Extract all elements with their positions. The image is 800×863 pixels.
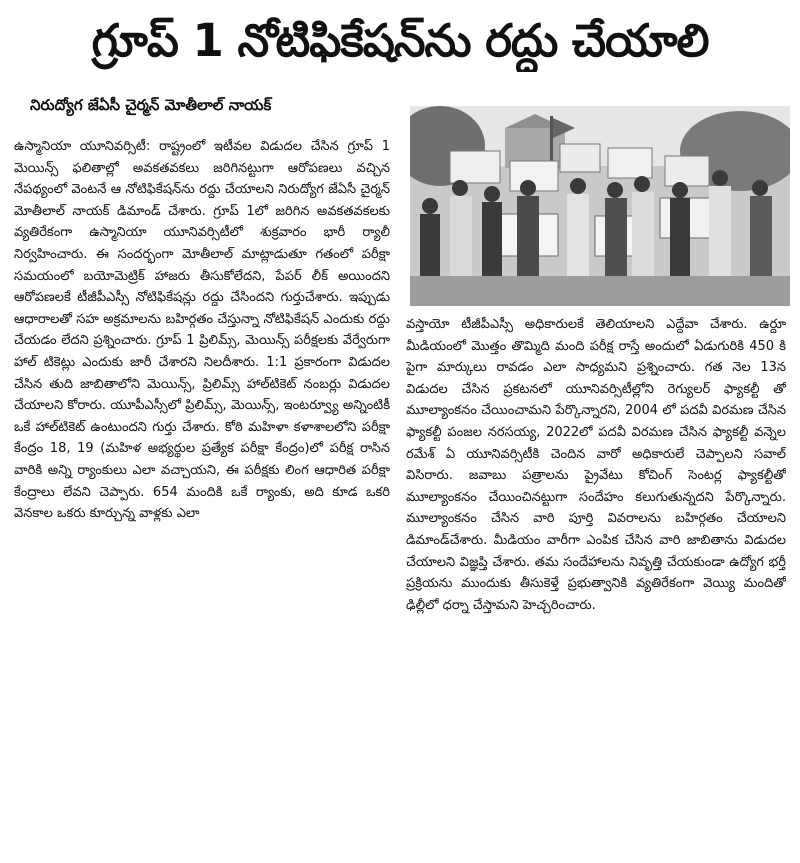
article-headline: గ్రూప్ 1 నోటిఫికేషన్‌ను రద్దు చేయాలి xyxy=(91,14,709,67)
protest-rally-photo xyxy=(410,106,790,306)
article-body-right-column: వస్తాయో టీజీపీఎస్సీ అధికారులకే తెలియాలని ఎద్దేవా చేశారు. ఉర్దూ మీడియంలో మొత్తం తొమ్మిది మంది పరీక్ష రాస్తే అందులో ఏడుగురికి 450 కి పైగా మార్కులు రావడం ఎలా సాధ్యమని ప్రశ్నించారు. గత నెల 13న విడుదల చేసిన ప్రకటనలో యూనివర్సిటీల్లోని రెగ్యులర్ ఫ్యాకల్టీ తో మూల్యాంకనం చేయించామని పేర్కొన్నారని, 2004 లో పదవీ విరమణ చేసిన ఫ్యాకల్టీ పంజల నరసయ్య, 2022లో పదవీ విరమణ చేసిన ఫ్యాకల్టీ వన్నెల రమేశ్ ఏ యూనివర్సిటీకి చెందిన వారో అధికారులే చెప్పాలని సవాల్ విసిరారు. జవాబు పత్రాలను ప్రైవేటు కోచింగ్ సెంటర్ల ఫ్యాకల్టీతో మూల్యాంకనం చేయించినట్టుగా సందేహం కలుగుతున్నదని పేర్కొన్నారు. మూల్యాంకనం చేసిన వారి పూర్తి వివరాలను బహిర్గతం చేయాలని డిమాండ్‌చేశారు. మీడియం వారీగా ఎంపిక చేసిన వారి జాబితాను విడుదల చేయాలని విజ్ఞప్తి చేశారు. తమ సందేహాలను నివృత్తి చేయకుండా ఉద్యోగ భర్తీ ప్రక్రియను ముందుకు తీసుకెళ్తే ప్రభుత్వానికి వ్యతిరేకంగా వెయ్యి మందితో ఢిల్లీలో ధర్నా చేస్తామని హెచ్చరించారు. xyxy=(406,317,786,613)
article-byline: నిరుద్యోగ జేఏసీ చైర్మన్ మోతీలాల్ నాయక్ xyxy=(30,96,272,114)
article-body-left-column: ఉస్మానియా యూనివర్సిటీ: రాష్ట్రంలో ఇటీవల విడుదల చేసిన గ్రూప్ 1 మెయిన్స్ ఫలితాల్లో అవకతవకలు జరిగినట్టుగా ఆరోపణలు వచ్చిన నేపథ్యంలో వెంటనే ఆ నోటిఫికేషన్‌ను రద్దు చేయాలని నిరుద్యోగ జేఏసీ చైర్మన్ మోతీలాల్ నాయక్ డిమాండ్ చేశారు. గ్రూప్ 1లో జరిగిన అవకతవకలకు వ్యతిరేకంగా ఉస్మానియా యూనివర్సిటీలో శుక్రవారం భారీ ర్యాలీ నిర్వహించారు. ఈ సందర్భంగా మోతీలాల్ మాట్లాడుతూ గతంలో పరీక్షా సమయంలో బయోమెట్రిక్ హాజరు తీసుకోలేదని, పేపర్ లీక్ అయిందని ఆరోపణలకే టీజీపీఎస్సీ నోటిఫికేషన్లు రద్దు చేసిందని గుర్తుచేశారు. ఇప్పుడు ఆధారాలతో సహ అక్రమాలను బహిర్గతం చేస్తున్నా నోటిఫికేషన్ ఎందుకు రద్దు చేయడం లేదని ప్రశ్నించారు. గ్రూప్ 1 ప్రిలిమ్స్, మెయిన్స్ పరీక్షలకు వేర్వేరుగా హాల్ టికెట్లు ఎందుకు జారీ చేశారని నిలదీశారు. 1:1 ప్రకారంగా విడుదల చేసిన తుది జాబితాలోని మెయిన్స్, ప్రిలిమ్స్ హాల్‌టికెట్ నంబర్లు విడుదల చేయాలని కోరారు. యూపీఎస్సీలో ప్రిలిమ్స్, మెయిన్స్, ఇంటర్వ్యూ అన్నింటికీ ఒకే హాల్‌టికెట్ ఉంటుందని గుర్తు చేశారు. కోఠి మహిళా కళాశాలలోని పరీక్షా కేంద్రం 18, 19 (మహిళ అభ్యర్థుల ప్రత్యేక పరీక్షా కేంద్రం)లో పరీక్ష రాసిన వారికి అన్ని ర్యాంకులు ఎలా వచ్చాయని, ఈ పరీక్షకు లింగ ఆధారిత పరీక్షా కేంద్రాలు లేవని చెప్పారు. 654 మందికి ఒకే ర్యాంకు, అది కూడ ఒకరి వెనకాల ఒకరు కూర్చున్న వాళ్లకు ఎలా xyxy=(14,139,390,522)
